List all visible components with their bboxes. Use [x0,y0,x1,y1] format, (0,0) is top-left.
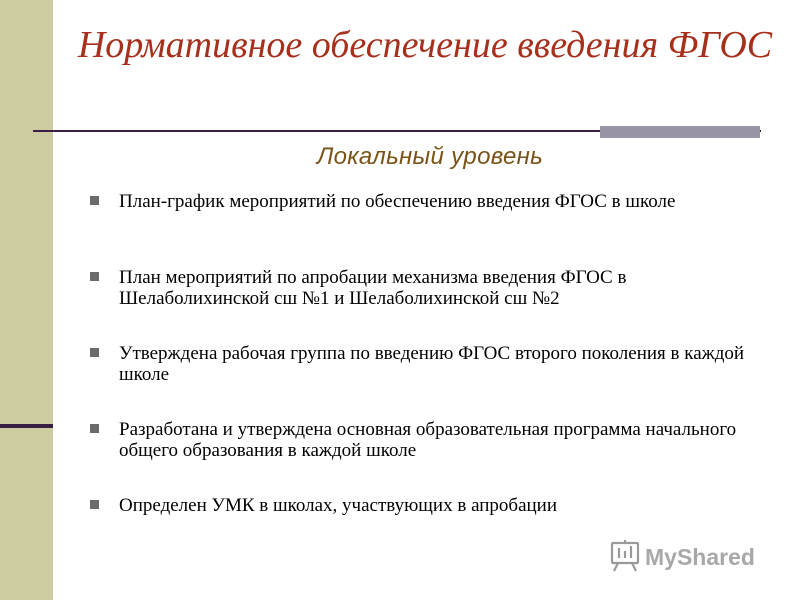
bullet-text: План мероприятий по апробации механизма введения ФГОС в Шелаболихинской сш №1 и Шелаболихинской сш №2 [119,267,627,309]
bullet-item [90,267,780,343]
square-bullet-icon [90,424,99,433]
bullet-text: План-график мероприятий по обеспечению введения ФГОС в школе [119,191,676,212]
presentation-board-icon [612,540,638,571]
bullet-text: Разработана и утверждена основная образовательная программа начального общего образования в каждой школе [119,419,737,461]
slide-subtitle: Локальный уровень [316,143,544,170]
bullet-text: Утверждена рабочая группа по введению ФГОС второго поколения в каждой школе [119,343,745,385]
bullet-list [90,191,780,516]
slide-title: Нормативное обеспечение введения ФГОС [77,24,773,66]
title-divider-accent [600,126,760,138]
watermark-text: MyShared [645,544,755,570]
square-bullet-icon [90,348,99,357]
bullet-item [90,343,780,419]
left-decor-band [0,0,53,600]
square-bullet-icon [90,272,99,281]
bullet-item [90,495,780,516]
bullet-text: Определен УМК в школах, участвующих в апробации [119,495,558,516]
square-bullet-icon [90,196,99,205]
bullet-item [90,191,780,267]
myshared-watermark-logo [607,539,767,573]
left-decor-mark [0,424,53,428]
square-bullet-icon [90,500,99,509]
bullet-item [90,419,780,495]
